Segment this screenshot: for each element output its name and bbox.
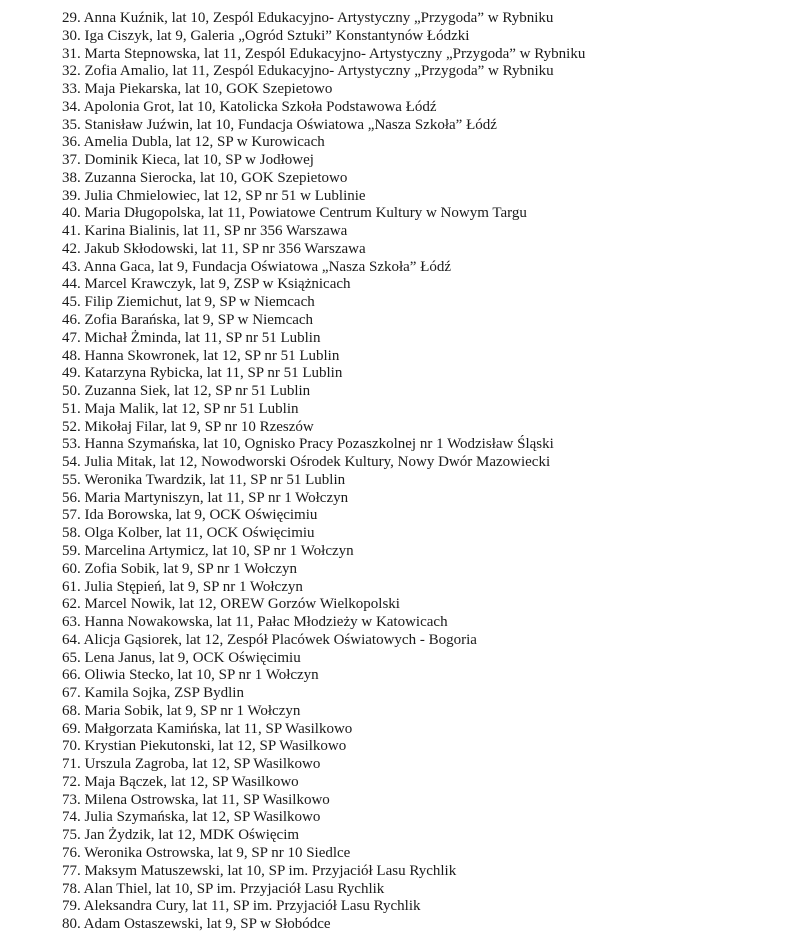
list-item: 61. Julia Stępień, lat 9, SP nr 1 Wołczyn [62,578,303,595]
list-item: 37. Dominik Kieca, lat 10, SP w Jodłowej [62,152,314,169]
list-item: 49. Katarzyna Rybicka, lat 11, SP nr 51 Lublin [62,365,343,382]
list-item: 36. Amelia Dubla, lat 12, SP w Kurowicach [62,134,325,151]
list-item: 43. Anna Gaca, lat 9, Fundacja Oświatowa „Nasza Szkoła” Łódź [62,258,452,275]
list-item: 73. Milena Ostrowska, lat 11, SP Wasilkowo [62,791,330,808]
list-item: 79. Aleksandra Cury, lat 11, SP im. Przyjaciół Lasu Rychlik [62,898,421,915]
list-item: 42. Jakub Skłodowski, lat 11, SP nr 356 Warszawa [62,240,366,257]
list-item: 76. Weronika Ostrowska, lat 9, SP nr 10 Siedlce [62,844,351,861]
list-item: 45. Filip Ziemichut, lat 9, SP w Niemcach [62,294,315,311]
list-item: 50. Zuzanna Siek, lat 12, SP nr 51 Lublin [62,383,311,400]
list-item: 67. Kamila Sojka, ZSP Bydlin [62,685,244,702]
list-item: 32. Zofia Amalio, lat 11, Zespól Edukacyjno- Artystyczny „Przygoda” w Rybniku [62,63,554,80]
list-item: 29. Anna Kuźnik, lat 10, Zespól Edukacyjno- Artystyczny „Przygoda” w Rybniku [62,10,554,26]
list-item: 51. Maja Malik, lat 12, SP nr 51 Lublin [62,400,299,417]
list-item: 68. Maria Sobik, lat 9, SP nr 1 Wołczyn [62,702,301,719]
list-item: 30. Iga Ciszyk, lat 9, Galeria „Ogród Sztuki” Konstantynów Łódzki [62,27,470,44]
list-item: 48. Hanna Skowronek, lat 12, SP nr 51 Lublin [62,347,340,364]
list-item: 64. Alicja Gąsiorek, lat 12, Zespół Placówek Oświatowych - Bogoria [62,631,477,648]
list-item: 75. Jan Żydzik, lat 12, MDK Oświęcim [62,827,300,844]
list-item: 40. Maria Długopolska, lat 11, Powiatowe Centrum Kultury w Nowym Targu [62,205,527,222]
list-item: 56. Maria Martyniszyn, lat 11, SP nr 1 Wołczyn [62,489,349,506]
list-item: 65. Lena Janus, lat 9, OCK Oświęcimiu [62,649,301,666]
list-item: 44. Marcel Krawczyk, lat 9, ZSP w Książnicach [62,276,351,293]
list-item: 71. Urszula Zagroba, lat 12, SP Wasilkowo [62,756,321,773]
list-item: 72. Maja Bączek, lat 12, SP Wasilkowo [62,773,299,790]
list-item: 38. Zuzanna Sierocka, lat 10, GOK Szepietowo [62,169,348,186]
list-item: 80. Adam Ostaszewski, lat 9, SP w Słobódce [62,916,331,933]
list-item: 78. Alan Thiel, lat 10, SP im. Przyjaciół Lasu Rychlik [62,880,385,897]
list-item: 57. Ida Borowska, lat 9, OCK Oświęcimiu [62,507,318,524]
list-item: 34. Apolonia Grot, lat 10, Katolicka Szkoła Podstawowa Łódź [62,98,437,115]
list-item: 59. Marcelina Artymicz, lat 10, SP nr 1 Wołczyn [62,542,354,559]
list-item: 41. Karina Bialinis, lat 11, SP nr 356 Warszawa [62,223,348,240]
list-item: 31. Marta Stepnowska, lat 11, Zespól Edukacyjno- Artystyczny „Przygoda” w Rybniku [62,45,586,62]
list-item: 54. Julia Mitak, lat 12, Nowodworski Ośrodek Kultury, Nowy Dwór Mazowiecki [62,454,551,471]
list-item: 55. Weronika Twardzik, lat 11, SP nr 51 Lublin [62,471,346,488]
list-item: 39. Julia Chmielowiec, lat 12, SP nr 51 w Lublinie [62,187,366,204]
list-item: 62. Marcel Nowik, lat 12, OREW Gorzów Wielkopolski [62,596,400,613]
list-item: 77. Maksym Matuszewski, lat 10, SP im. Przyjaciół Lasu Rychlik [62,862,457,879]
participant-list [62,10,585,934]
list-item: 58. Olga Kolber, lat 11, OCK Oświęcimiu [62,525,315,542]
list-item: 63. Hanna Nowakowska, lat 11, Pałac Młodzieży w Katowicach [62,614,448,631]
list-item: 66. Oliwia Stecko, lat 10, SP nr 1 Wołczyn [62,667,319,684]
list-item: 47. Michał Żminda, lat 11, SP nr 51 Lublin [62,329,321,346]
list-item: 53. Hanna Szymańska, lat 10, Ognisko Pracy Pozaszkolnej nr 1 Wodzisław Śląski [62,436,554,453]
list-item: 35. Stanisław Juźwin, lat 10, Fundacja Oświatowa „Nasza Szkoła” Łódź [62,116,497,133]
list-item: 74. Julia Szymańska, lat 12, SP Wasilkowo [62,809,321,826]
list-item: 60. Zofia Sobik, lat 9, SP nr 1 Wołczyn [62,560,298,577]
list-item: 52. Mikołaj Filar, lat 9, SP nr 10 Rzeszów [62,418,314,435]
list-item: 33. Maja Piekarska, lat 10, GOK Szepietowo [62,81,333,98]
list-item: 46. Zofia Barańska, lat 9, SP w Niemcach [62,312,314,329]
list-item: 69. Małgorzata Kamińska, lat 11, SP Wasilkowo [62,720,353,737]
list-item: 70. Krystian Piekutonski, lat 12, SP Wasilkowo [62,738,347,755]
